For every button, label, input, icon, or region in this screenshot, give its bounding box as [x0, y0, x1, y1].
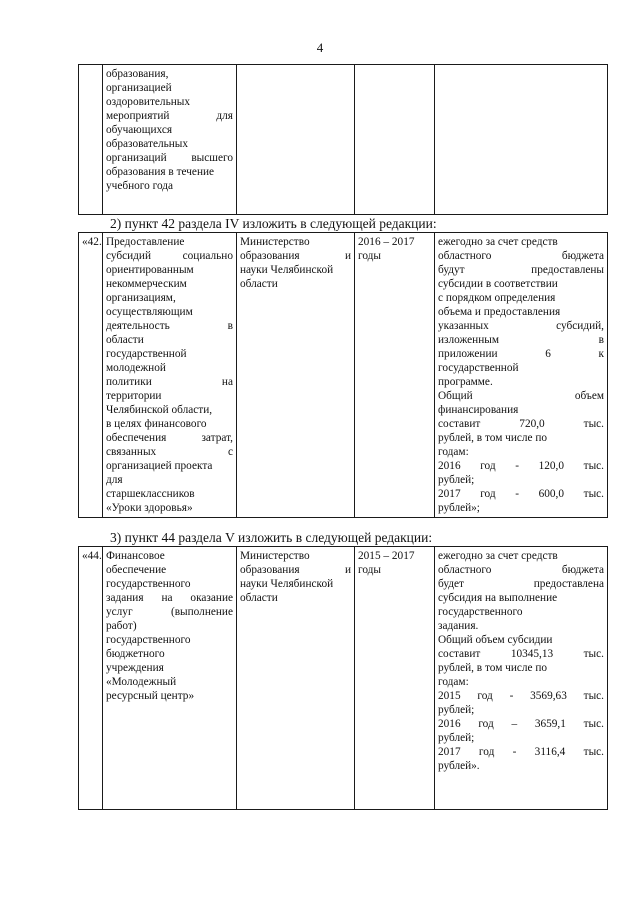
text-line: 2016 год – 3659,1 тыс.: [438, 718, 604, 730]
text-line: образования и: [240, 250, 351, 262]
text-line: организаций высшего: [106, 152, 233, 164]
text-line: 2015 год - 3569,63 тыс.: [438, 690, 604, 702]
text-line: осуществляющим: [106, 306, 193, 318]
text-line: Общий объем: [438, 390, 604, 402]
text-line: областного бюджета: [438, 250, 604, 262]
text-line: в целях финансового: [106, 418, 207, 430]
text-line: связанных с: [106, 446, 233, 458]
text-line: учреждения: [106, 662, 164, 674]
text-line: ориентированным: [106, 264, 194, 276]
text-line: молодежной: [106, 362, 166, 374]
table-row: [79, 233, 608, 518]
text-line: области: [240, 278, 278, 290]
num-cell: «44.: [79, 547, 103, 810]
text-line: образования в течение: [106, 166, 215, 178]
text-line: субсидии в соответствии: [438, 278, 558, 290]
item-44-table: [78, 546, 608, 810]
text-line: обучающихся: [106, 124, 173, 136]
text-line: Министерство: [240, 236, 310, 248]
text-line: приложении 6 к: [438, 348, 604, 360]
text-line: рублей».: [438, 760, 480, 772]
text-line: образования,: [106, 68, 169, 80]
text-line: организацией проекта: [106, 460, 213, 472]
text-line: политики на: [106, 376, 233, 388]
section-heading: 3) пункт 44 раздела V изложить в следующей редакции:: [110, 530, 433, 545]
continuation-table: [78, 64, 608, 215]
text-line: объема и предоставления: [438, 306, 561, 318]
term-cell: 2015 – 2017 годы: [355, 547, 435, 810]
text-line: области: [240, 592, 278, 604]
item-42-table: [78, 232, 608, 518]
text-line: годам:: [438, 446, 469, 458]
text-line: государственного: [438, 606, 523, 618]
text-line: программе.: [438, 376, 493, 388]
text-line: с порядком определения: [438, 292, 556, 304]
text-line: государственной: [106, 348, 187, 360]
text-line: годам:: [438, 676, 469, 688]
text-line: мероприятий для: [106, 110, 233, 122]
text-line: субсидия на выполнение: [438, 592, 558, 604]
text-line: субсидий социально: [106, 250, 233, 262]
text-line: 2017 год - 3116,4 тыс.: [438, 746, 604, 758]
text-line: деятельность в: [106, 320, 233, 332]
text-line: ресурсный центр»: [106, 690, 195, 702]
text-line: учебного года: [106, 180, 174, 192]
text-line: бюджетного: [106, 648, 165, 660]
text-line: ежегодно за счет средств: [438, 236, 558, 248]
text-line: государственного: [106, 634, 191, 646]
text-line: финансирования: [438, 404, 519, 416]
text-line: рублей;: [438, 704, 475, 716]
text-line: старшеклассников: [106, 488, 195, 500]
section-heading: 2) пункт 42 раздела IV изложить в следующей редакции:: [110, 216, 437, 231]
text-line: для: [106, 474, 123, 486]
text-line: образования и: [240, 564, 351, 576]
text-line: организациям,: [106, 292, 176, 304]
text-line: 2017 год - 600,0 тыс.: [438, 488, 604, 500]
term-cell: 2016 – 2017 годы: [355, 233, 435, 518]
name-cell: [103, 65, 237, 215]
text-line: обеспечения затрат,: [106, 432, 233, 444]
text-line: будет предоставлена: [438, 578, 604, 590]
text-line: изложенным в: [438, 334, 604, 346]
text-line: Предоставление: [106, 236, 185, 248]
text-line: указанных субсидий,: [438, 320, 604, 332]
text-line: составит 720,0 тыс.: [438, 418, 604, 430]
text-line: будут предоставлены: [438, 264, 604, 276]
text-line: Финансовое: [106, 550, 165, 562]
text-line: рублей;: [438, 474, 475, 486]
table-row: [79, 547, 608, 810]
name-cell: [103, 233, 237, 518]
text-line: обеспечение: [106, 564, 167, 576]
text-line: задания.: [438, 620, 479, 632]
text-line: рублей, в том числе по: [438, 432, 548, 444]
text-line: территории: [106, 390, 162, 402]
text-line: рублей, в том числе по: [438, 662, 548, 674]
text-line: образовательных: [106, 138, 189, 150]
text-line: некоммерческим: [106, 278, 187, 290]
text-line: 2016 год - 120,0 тыс.: [438, 460, 604, 472]
text-line: составит 10345,13 тыс.: [438, 648, 604, 660]
text-line: организацией: [106, 82, 172, 94]
text-line: работ): [106, 620, 137, 632]
text-line: задания на оказание: [106, 592, 233, 604]
spacer: [106, 703, 233, 807]
text-line: оздоровительных: [106, 96, 191, 108]
name-cell: [103, 547, 237, 810]
text-line: ежегодно за счет средств: [438, 550, 558, 562]
text-line: «Уроки здоровья»: [106, 502, 193, 514]
text-line: Общий объем субсидии: [438, 634, 553, 646]
text-line: Челябинской области,: [106, 404, 213, 416]
num-cell: [79, 65, 103, 215]
exec-cell: [237, 233, 355, 518]
text-line: государственного: [106, 578, 191, 590]
exec-cell: [237, 547, 355, 810]
text-line: Министерство: [240, 550, 310, 562]
page-number: 4: [316, 40, 324, 55]
fund-cell: [435, 547, 608, 810]
fund-cell: [435, 65, 608, 215]
text-line: областного бюджета: [438, 564, 604, 576]
text-line: науки Челябинской: [240, 264, 334, 276]
text-line: «Молодежный: [106, 676, 177, 688]
fund-cell: [435, 233, 608, 518]
text-line: рублей»;: [438, 502, 480, 514]
text-line: услуг (выполнение: [106, 606, 233, 618]
table-row: [79, 65, 608, 215]
text-line: рублей;: [438, 732, 475, 744]
num-cell: «42.: [79, 233, 103, 518]
text-line: науки Челябинской: [240, 578, 334, 590]
text-line: области: [106, 334, 144, 346]
text-line: государственной: [438, 362, 519, 374]
exec-cell: [237, 65, 355, 215]
term-cell: [355, 65, 435, 215]
